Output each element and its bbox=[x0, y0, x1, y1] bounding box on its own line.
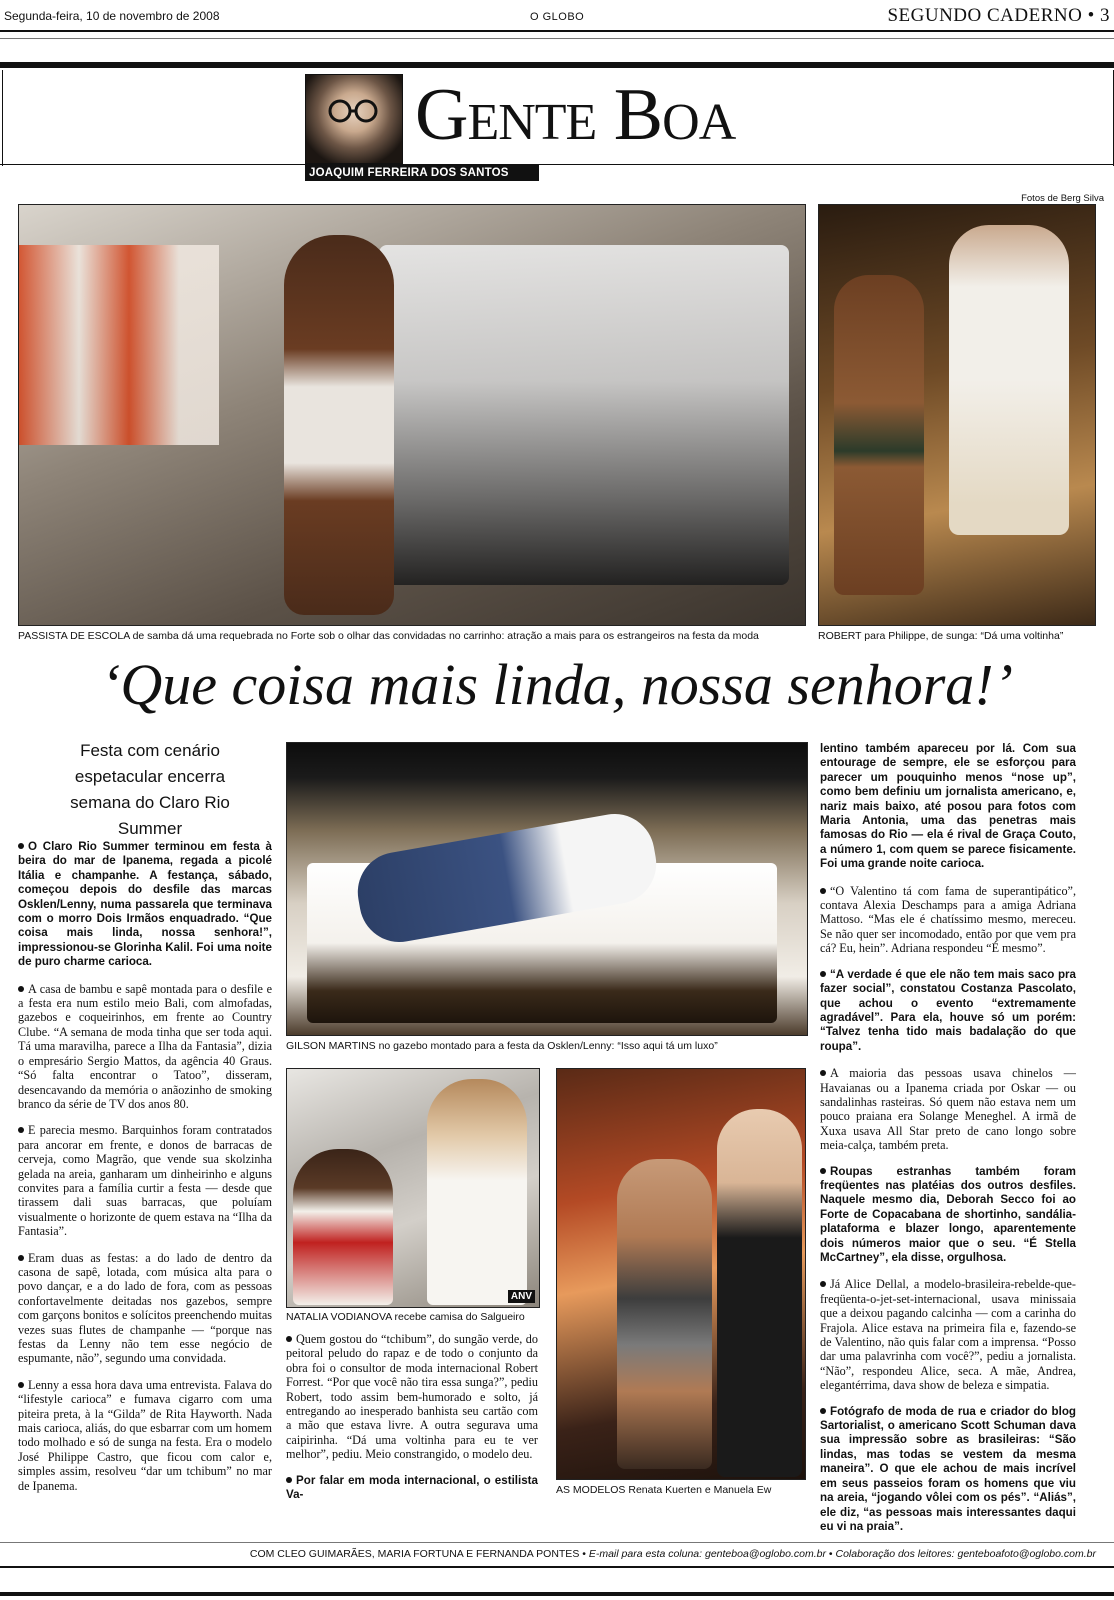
caption-gilson: GILSON MARTINS no gazebo montado para a festa da Osklen/Lenny: “Isso aqui tá um luxo” bbox=[286, 1040, 718, 1052]
footer-bullet: • bbox=[582, 1548, 589, 1560]
top-rule-thin bbox=[0, 38, 1114, 39]
masthead-section: SEGUNDO CADERNO • 3 bbox=[887, 5, 1110, 26]
bullet-icon bbox=[820, 1408, 826, 1414]
footer-bullet: • bbox=[828, 1548, 836, 1560]
column-header bbox=[2, 70, 1114, 179]
glasses-icon bbox=[306, 75, 402, 145]
caption-natalia: NATALIA VODIANOVA recebe camisa do Salgueiro bbox=[286, 1311, 525, 1323]
col1-paragraph-4: Eram duas as festas: a do lado de dentro da casona de sapê, lotada, com música alta para o povo dançar, e a do lado de fora, com as pessoas confortavelmente deitadas nos gazebos, sempre com garçons bonitos e solícitos preenchendo muitas vezes suas flutes de champanhe — “porque nas festas da Lenny não tem esse negócio de espumante, não”, segundo uma convidada. bbox=[18, 1250, 272, 1366]
photo-robert bbox=[818, 204, 1096, 626]
bullet-icon bbox=[286, 1477, 292, 1483]
col3-paragraph-3: “A verdade é que ele não tem mais saco pra fazer social”, constatou Costanza Pascolato, que achou o evento “extremamente agradável”. Para ela, houve só um porém: “Talvez tenha tido mais badalação do que roupa”. bbox=[820, 967, 1076, 1053]
article-column-3 bbox=[820, 742, 1076, 1546]
photo-natalia bbox=[286, 1068, 540, 1308]
footer-email: E-mail para esta coluna: genteboa@oglobo.com.br bbox=[588, 1548, 826, 1560]
masthead-paper: O GLOBO bbox=[530, 11, 585, 23]
bullet-icon bbox=[820, 1281, 826, 1287]
bullet-icon bbox=[18, 1127, 24, 1133]
col2-paragraph-1: Quem gostou do “tchibum”, do sungão verde, do peitoral peludo do rapaz e de todo o conjunto da obra foi o consultor de moda internacional Robert Forrest. “Por que você não tira essa sunga?”, pediu Robert, todo assim bem-humorado e solto, já entregando ao inesperado banhista seu cartão com a mão que estava livre. A outra segurava uma caipirinha. “Dá uma voltinha para eu te ver melhor”, pediu. Meio constrangido, o modelo deu. bbox=[286, 1332, 538, 1462]
photo-gilson bbox=[286, 742, 808, 1036]
photo-passista bbox=[18, 204, 806, 626]
masthead bbox=[0, 0, 1114, 30]
footer-credits: COM CLEO GUIMARÃES, MARIA FORTUNA E FERNANDA PONTES bbox=[249, 1548, 580, 1560]
footer-rule-thick bbox=[0, 1566, 1114, 1568]
col3-paragraph-1: lentino também apareceu por lá. Com sua entourage de sempre, ele se esforçou para parecer um pouquinho menos “nose up”, como bem definiu um jornalista americano, e, nariz mais baixo, até posou para fotos com Maria Antonia, uma das penetras mais famosas do Rio — ela é rival de Graça Couto, a número 1, com quem se parece fisicamente. Foi uma grande noite carioca. bbox=[820, 742, 1076, 871]
bullet-icon bbox=[820, 971, 826, 977]
author-name: JOAQUIM FERREIRA DOS SANTOS bbox=[305, 165, 539, 181]
bullet-icon bbox=[286, 1336, 292, 1342]
page-bottom-rule bbox=[0, 1592, 1114, 1596]
bullet-icon bbox=[18, 986, 24, 992]
col3-paragraph-6: Já Alice Dellal, a modelo-brasileira-rebelde-que-freqüenta-o-jet-set-internacional, usava minissaia que a deixou pagando calcinha — com a carinha do Frajola. Alice estava na primeira fila e, fazendo-se de Valentino, não quis falar com a imprensa. “Posso dar uma palavrinha com você?”, pediu a jornalista. “Não”, respondeu Alice, seca. A mãe, Andrea, elegantérrima, dava show de beleza e simpatia. bbox=[820, 1277, 1076, 1393]
bullet-icon bbox=[820, 1070, 826, 1076]
bullet-icon bbox=[820, 888, 826, 894]
bullet-icon bbox=[18, 1382, 24, 1388]
bullet-icon bbox=[18, 843, 24, 849]
photo-natalia-figure bbox=[427, 1079, 527, 1305]
column-title: Gente Boa bbox=[415, 74, 736, 156]
photo-salgueiro-figure bbox=[293, 1149, 393, 1305]
photo-credit: Fotos de Berg Silva bbox=[1021, 193, 1104, 204]
photo-drummers bbox=[19, 245, 219, 445]
photo-manuela-figure bbox=[717, 1109, 802, 1477]
footer-rule bbox=[0, 1542, 1114, 1543]
col3-paragraph-5: Roupas estranhas também foram freqüentes nas platéias dos outros desfiles. Naquele mesmo dia, Deborah Secco foi ao Forte de Copacabana de shortinho, sandália-plataforma e blazer longo, aparentemente dois números maior que o seu. “É Stella McCartney”, ela disse, orgulhosa. bbox=[820, 1164, 1076, 1264]
footer-collab: Colaboração dos leitores: genteboafoto@oglobo.com.br bbox=[835, 1548, 1096, 1560]
col1-paragraph-2: A casa de bambu e sapê montada para o desfile e a festa era num estilo meio Bali, com almofadas, gazebos e coqueirinhos, em frente ao Country Clube. “A semana de moda tinha que ser toda aqui. Tá uma maravilha, parece a Ilha da Fantasia”, dizia o empresário Sergio Mattos, da agência 40 Graus. “Só falta encontrar o Tatoo”, disseram, desencavando da memória o anãozinho de smoking branco da série de TV dos anos 80. bbox=[18, 981, 272, 1111]
photo-dancer bbox=[284, 235, 394, 615]
author-portrait bbox=[305, 74, 403, 164]
photo-robert-figure bbox=[949, 225, 1069, 535]
caption-main: PASSISTA DE ESCOLA de samba dá uma requebrada no Forte sob o olhar das convidadas no carrinho: atração a mais para os estrangeiros na festa da moda bbox=[18, 630, 759, 642]
photo-golf-cart bbox=[379, 245, 789, 585]
footer bbox=[0, 1548, 1114, 1560]
top-rule bbox=[0, 30, 1114, 32]
bullet-icon bbox=[18, 1255, 24, 1261]
photo-modelos bbox=[556, 1068, 806, 1480]
col3-paragraph-4: A maioria das pessoas usava chinelos — Havaianas ou a Ipanema criada por Oskar — ou sandalinhas rasteiras. Só quem não estava nem um pouco praiana era Solange Meneghel. A irmã de Xuxa usava All Star preto de cano longo sobre meia-calça, também preta. bbox=[820, 1066, 1076, 1153]
masthead-date: Segunda-feira, 10 de novembro de 2008 bbox=[4, 9, 220, 23]
header-rule-thick bbox=[0, 62, 1114, 68]
anv-logo: ANV bbox=[508, 1290, 535, 1303]
photo-philippe-figure bbox=[834, 275, 924, 595]
subhead: Festa com cenário espetacular encerra semana do Claro Rio Summer bbox=[70, 741, 230, 838]
caption-modelos: AS MODELOS Renata Kuerten e Manuela Ew bbox=[556, 1484, 772, 1496]
col2-paragraph-2: Por falar em moda internacional, o estilista Va- bbox=[286, 1473, 538, 1502]
article-column-2 bbox=[286, 1332, 538, 1514]
caption-robert: ROBERT para Philippe, de sunga: “Dá uma voltinha” bbox=[818, 630, 1064, 642]
col3-paragraph-7: Fotógrafo de moda de rua e criador do blog Sartorialist, o americano Scott Schuman dava sua impressão sobre as brasileiras: “São lindas, mas todas se vestem da mesma maneira”. O que ele achou de mais incrível em seus passeios foram os homens que viu na areia, “jogando vôlei com os pés”. “Aliás”, ele diz, “as pessoas mais interessantes daqui eu vi na praia”. bbox=[820, 1404, 1076, 1533]
col3-paragraph-2: “O Valentino tá com fama de superantipático”, contava Alexia Deschamps para a amiga Adriana Mattoso. “Mas ele é chatíssimo mesmo, mereceu. Se não quer ser incomodado, então por que vem pra cá? Eu, hein”. Adriana respondeu “É mesmo”. bbox=[820, 883, 1076, 956]
header-rule-bottom bbox=[0, 164, 1114, 165]
bullet-icon bbox=[820, 1168, 826, 1174]
photo-renata-figure bbox=[617, 1159, 712, 1469]
col1-paragraph-3: E parecia mesmo. Barquinhos foram contratados para ancorar em frente, e donos de barracas de cerveja, como Magrão, que vende sua skolzinha gelada na areia, ganharam um dinheirinho e alguns convites para a família curtir a festa — desde que tirassem dali suas barracas, que poluíam visualmente o horizonte de quem estava na “Ilha da Fantasia”. bbox=[18, 1123, 272, 1239]
headline: ‘Que coisa mais linda, nossa senhora!’ bbox=[101, 652, 1013, 717]
col1-paragraph-5: Lenny a essa hora dava uma entrevista. Falava do “lifestyle carioca” e fumava cigarro com uma piteira preta, à la “Gilda” de Rita Hayworth. Nada mais carioca, aliás, do que esbarrar com um homem todo molhado e só de sunga na festa. Era o modelo José Philippe Castro, que ficou com calor e, simples assim, resolveu “dar um tchibum” no mar de Ipanema. bbox=[18, 1377, 272, 1493]
article-column-1 bbox=[18, 840, 272, 1505]
col1-paragraph-1: O Claro Rio Summer terminou em festa à beira do mar de Ipanema, regada a picolé Itália e champanhe. A festança, sábado, começou depois do desfile das marcas Osklen/Lenny, numa passarela que terminava com o morro Dois Irmãos enquadrado. “Que coisa mais linda, nossa senhora!”, impressionou-se Glorinha Kalil. Foi uma noite de puro charme carioca. bbox=[18, 840, 272, 969]
